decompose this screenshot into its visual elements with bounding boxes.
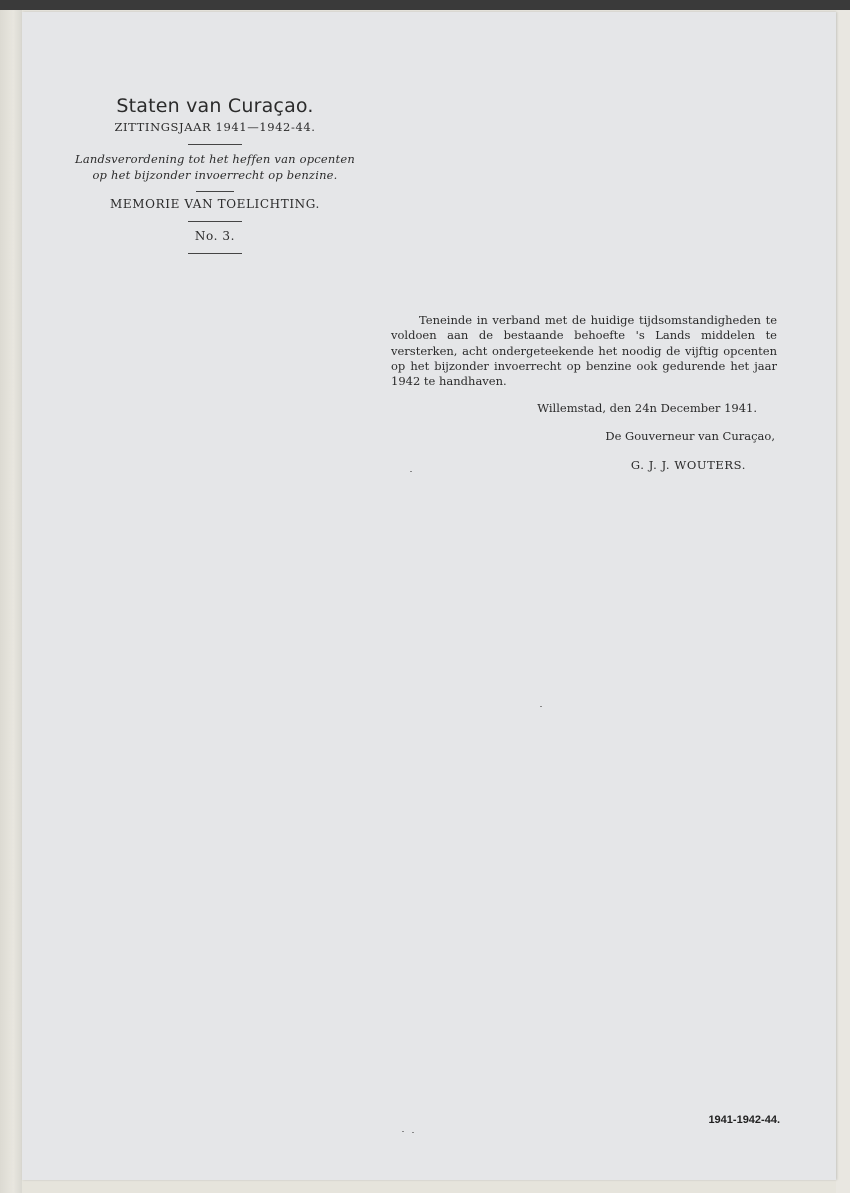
page-edge-right xyxy=(836,10,850,1193)
divider-rule-short xyxy=(196,191,234,192)
place-and-date: Willemstad, den 24n December 1941. xyxy=(537,401,757,415)
scan-speck xyxy=(412,1132,414,1133)
body-paragraph: Teneinde in verband met de huidige tijdsomstandigheden te voldoen aan de bestaande behoefte 's Lands middelen te versterken, acht ondergeteekende het noodig de vijftig opcenten op het bijzonder invoerrecht op benzine ook gedurende het jaar 1942 te handhaven. xyxy=(391,313,777,389)
subject-line-2: op het bijzonder invoerrecht op benzine. xyxy=(92,168,338,182)
scan-speck xyxy=(410,471,412,472)
divider-rule xyxy=(188,253,242,254)
document-number: No. 3. xyxy=(194,229,236,243)
subject-line-1: Landsverordening tot het heffen van opcenten xyxy=(75,152,355,166)
footer-code: 1941-1942-44. xyxy=(708,1114,780,1126)
memorie-heading: MEMORIE VAN TOELICHTING. xyxy=(110,197,320,211)
scan-speck xyxy=(540,706,542,707)
signatory-name: G. J. J. WOUTERS. xyxy=(630,458,746,472)
document-header xyxy=(50,93,380,260)
document-title: Staten van Curaçao. xyxy=(116,95,314,117)
governor-title: De Gouverneur van Curaçao, xyxy=(605,429,775,443)
session-year: ZITTINGSJAAR 1941—1942-44. xyxy=(114,120,316,134)
page-edge-left xyxy=(0,10,22,1193)
divider-rule xyxy=(188,144,242,145)
scan-speck xyxy=(402,1131,404,1132)
body-paragraph-block xyxy=(391,313,777,389)
divider-rule xyxy=(188,221,242,222)
